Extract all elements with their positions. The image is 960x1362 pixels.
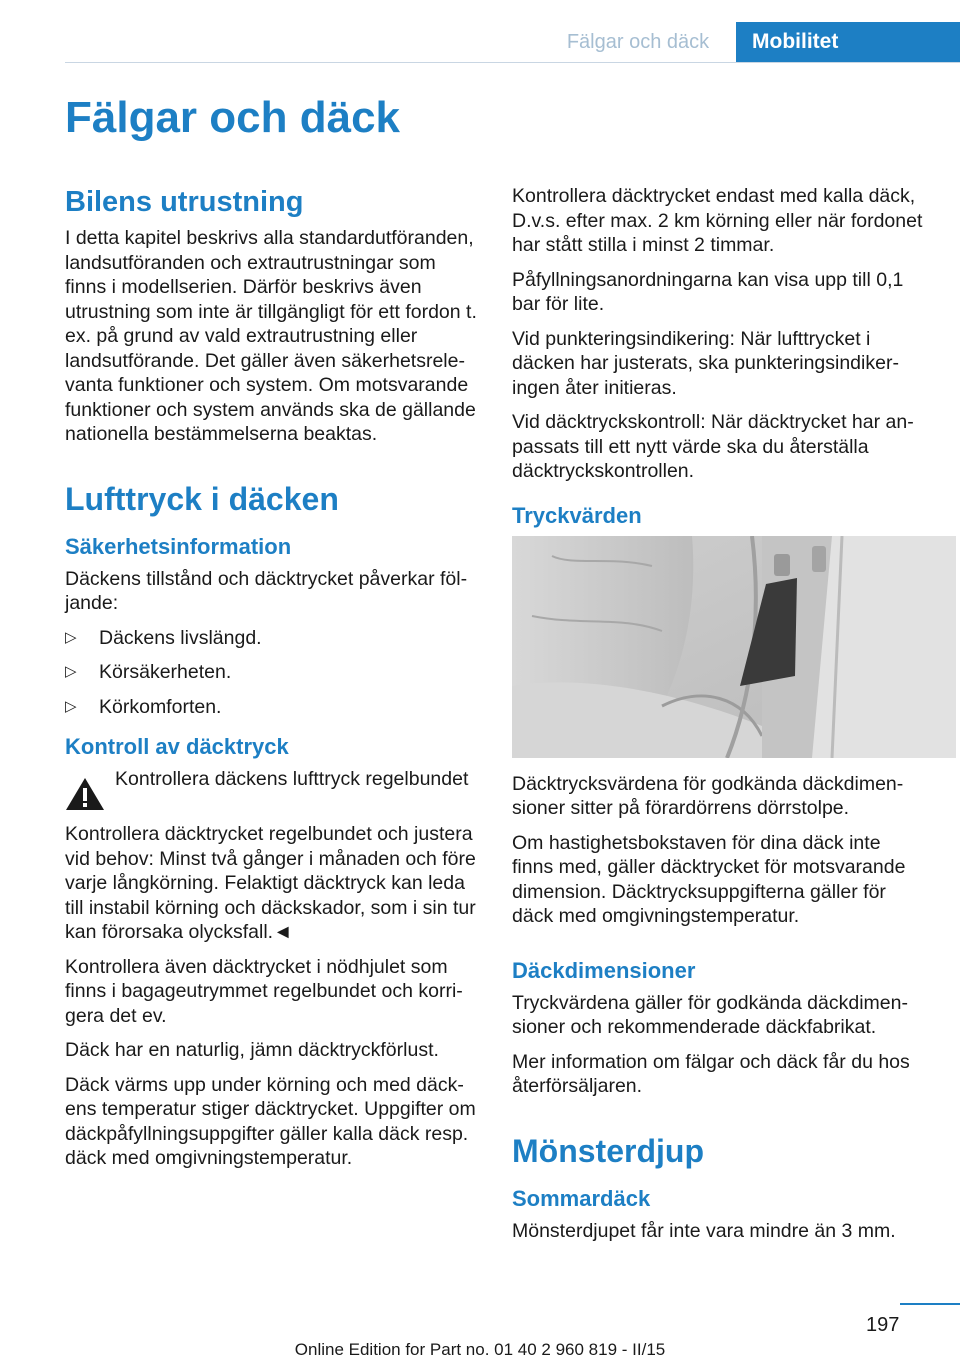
summer-tread-paragraph: Mönsterdjupet får inte vara mindre än 3 mm. bbox=[512, 1219, 896, 1242]
footer-edition-text: Online Edition for Part no. 01 40 2 960 819 - II/15 bbox=[294, 1340, 666, 1359]
triangle-bullet-icon: ▷ bbox=[65, 697, 77, 715]
dimensions-paragraph: Tryckvärdena gäller för godkända däckdimensioner och rekommenderade däckfabrikat. bbox=[512, 991, 908, 1038]
safety-paragraph: Däckens tillstånd och däcktrycket påverkar följande: bbox=[65, 567, 468, 614]
pressure-monitor-paragraph: Vid däcktryckskontroll: När däcktrycket har anpassats till ett nytt värde ska du återställa däcktryckskontrollen. bbox=[512, 411, 914, 482]
warning-triangle-icon bbox=[65, 767, 115, 816]
triangle-bullet-icon: ▷ bbox=[65, 663, 77, 680]
pressure-loss-paragraph: Däck har en naturlig, jämn däcktryckförlust. bbox=[65, 1039, 439, 1061]
heading-pressure-check: Kontroll av däcktryck bbox=[65, 734, 289, 759]
heading-pressure-values: Tryckvärden bbox=[512, 502, 642, 528]
heading-safety-info: Säkerhetsinformation bbox=[65, 533, 292, 559]
right-column bbox=[512, 184, 927, 1253]
spare-wheel-paragraph: Kontrollera även däcktrycket i nödhjulet som finns i bagageutrymmet regelbundet och korrigera det ev. bbox=[65, 955, 463, 1027]
header-rule bbox=[65, 62, 960, 63]
cold-tire-paragraph: Kontrollera däcktrycket endast med kalla däck, D.v.s. efter max. 2 km körning eller när fordonet har stått stilla i minst 2 timmar. bbox=[512, 185, 923, 256]
page-number: 197 bbox=[866, 1314, 900, 1336]
page-title: Fälgar och däck bbox=[65, 93, 401, 142]
list-item: ▷ Däckens livslängd. bbox=[65, 626, 262, 649]
bullet-list bbox=[65, 626, 480, 720]
dealer-info-paragraph: Mer information om fälgar och däck får du hos återförsäljaren. bbox=[512, 1050, 910, 1097]
running-header-section: Fälgar och däck bbox=[566, 31, 710, 53]
triangle-bullet-icon: ▷ bbox=[65, 628, 77, 646]
door-pillar-paragraph: Däcktrycksvärdena för godkända däckdimensioner sitter på förardörrens dörrstolpe. bbox=[512, 772, 904, 819]
left-column bbox=[65, 184, 480, 1181]
footer-rule bbox=[900, 1303, 960, 1305]
heading-summer-tires: Sommardäck bbox=[512, 1185, 651, 1211]
pressure-check-paragraph: Kontrollera däcktrycket regelbundet och justera vid behov: Minst två gånger i månaden och före varje långkörning. Felaktigt däcktryck kan leda till instabil körning och däckskador, som i sin tur kan förorsaka olycksfall.◄ bbox=[65, 823, 476, 943]
heading-tread-depth: Mönsterdjup bbox=[512, 1132, 704, 1169]
speed-rating-paragraph: Om hastighetsbokstaven för dina däck inte finns med, gäller däcktrycket för motsvarande dimension. Däcktrycksuppgifterna gäller för däck med omgivningstemperatur. bbox=[512, 831, 906, 927]
filling-device-paragraph: Påfyllningsanordningarna kan visa upp till 0,1 bar för lite. bbox=[512, 268, 904, 315]
list-item: ▷ Körkomforten. bbox=[65, 695, 222, 718]
puncture-indicator-paragraph: Vid punkteringsindikering: När lufttrycket i däcken har justerats, ska punkteringsindikeringen åter initieras. bbox=[512, 327, 899, 399]
door-pillar-photo bbox=[512, 536, 956, 758]
list-item: ▷ Körsäkerheten. bbox=[65, 661, 232, 683]
equipment-paragraph: I detta kapitel beskrivs alla standardutföranden, landsutföranden och extrautrustningar som finns i modellserien. Därför beskrivs även utrustning som inte är tillgängligt för ett fordon t. ex. på grund av vald extrautrustning eller landsutförande. Det gäller även säkerhetsrelevanta funktioner och system. Om motsvarande funktioner och system används ska de gällande nationella bestämmelserna beaktas. bbox=[65, 227, 477, 445]
warning-box bbox=[65, 767, 480, 816]
running-header-chapter-tab: Mobilitet bbox=[736, 22, 960, 62]
temperature-paragraph: Däck värms upp under körning och med däckens temperatur stiger däcktrycket. Uppgifter om däckpåfyllningsuppgifter gäller kalla däck resp. däck med omgivningstemperatur. bbox=[65, 1073, 476, 1169]
heading-tire-dimensions: Däckdimensioner bbox=[512, 957, 696, 983]
heading-tire-pressure: Lufttryck i däcken bbox=[65, 480, 339, 517]
warning-text: Kontrollera däckens lufttryck regelbundet bbox=[115, 768, 469, 790]
heading-vehicle-equipment: Bilens utrustning bbox=[65, 186, 304, 218]
